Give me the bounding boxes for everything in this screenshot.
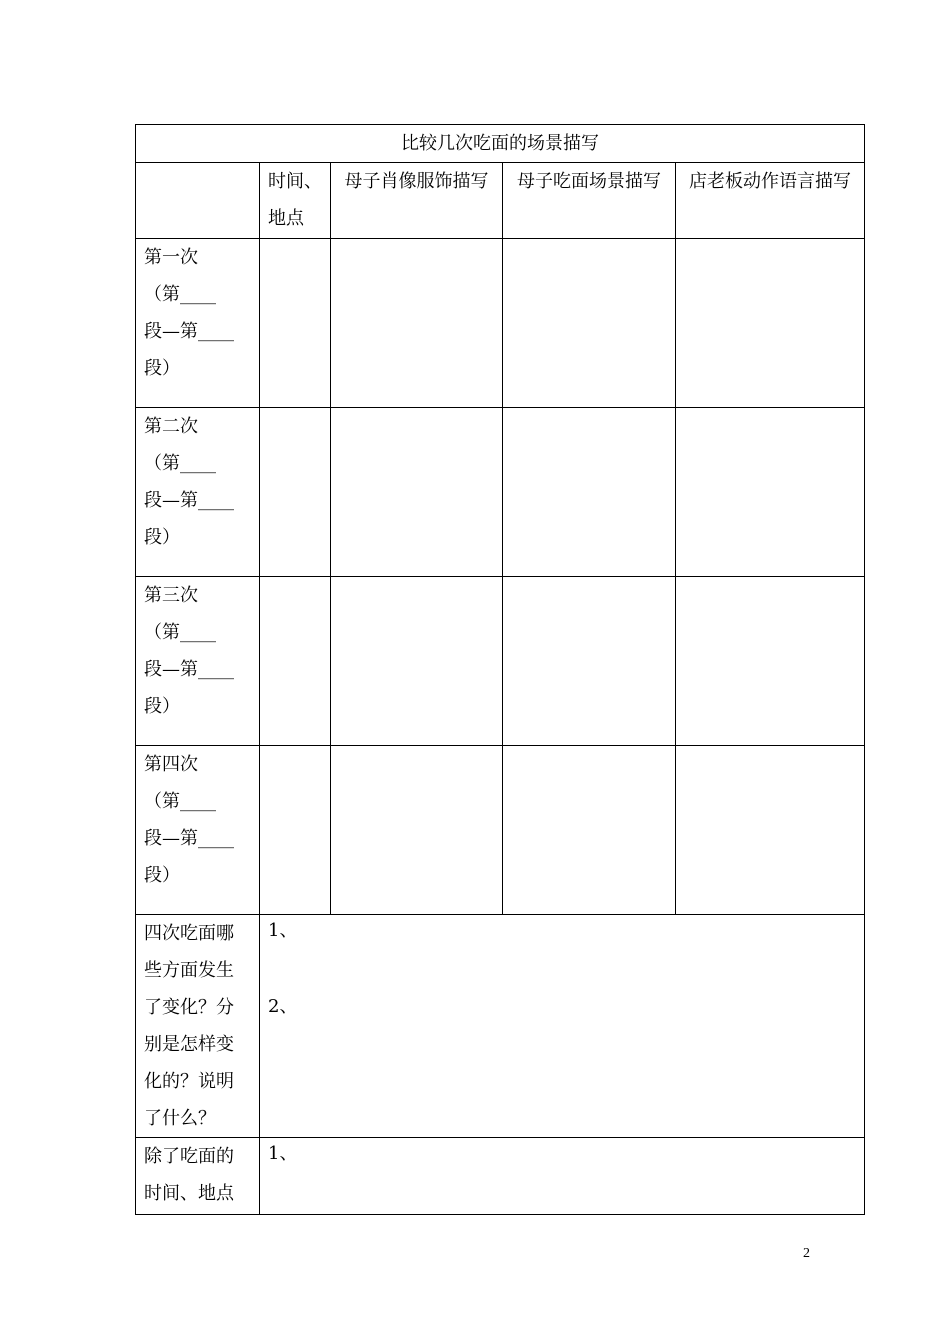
answer-number: 1、: [268, 1143, 298, 1164]
table-row: [136, 408, 865, 577]
table-row: [136, 746, 865, 915]
answer-cell[interactable]: [503, 577, 676, 746]
paragraph-end-blank: 段—第____: [144, 659, 234, 680]
comparison-table: [135, 124, 865, 1215]
answer-cell[interactable]: [503, 746, 676, 915]
answer-cell[interactable]: [331, 577, 503, 746]
paragraph-end-blank: 段—第____: [144, 828, 234, 849]
header-time-place: 时间、地点: [260, 163, 331, 239]
answer-cell[interactable]: [676, 746, 865, 915]
table-title: 比较几次吃面的场景描写: [136, 125, 865, 163]
question-label: 除了吃面的时间、地点: [136, 1138, 260, 1215]
answer-number: 1、: [268, 920, 298, 941]
round-label: [136, 239, 260, 408]
answer-cell[interactable]: [503, 408, 676, 577]
answer-cell[interactable]: [503, 239, 676, 408]
round-label: [136, 577, 260, 746]
answer-cell[interactable]: [260, 239, 331, 408]
answer-number: 2、: [268, 996, 298, 1017]
question-row: [136, 1138, 865, 1215]
paragraph-start-blank: （第____: [144, 284, 216, 305]
round-name: 第二次: [144, 416, 198, 437]
paragraph-close: 段）: [144, 358, 180, 379]
round-label: [136, 746, 260, 915]
paragraph-start-blank: （第____: [144, 791, 216, 812]
header-portrait: 母子肖像服饰描写: [331, 163, 503, 239]
answer-cell[interactable]: [676, 408, 865, 577]
header-empty: [136, 163, 260, 239]
round-name: 第四次: [144, 754, 198, 775]
answer-cell[interactable]: [676, 239, 865, 408]
answer-cell[interactable]: [331, 408, 503, 577]
answer-cell[interactable]: [331, 746, 503, 915]
table-row: [136, 239, 865, 408]
page-number: 2: [803, 1246, 810, 1261]
answer-cell[interactable]: [260, 577, 331, 746]
header-eating-scene: 母子吃面场景描写: [503, 163, 676, 239]
header-owner-actions: 店老板动作语言描写: [676, 163, 865, 239]
question-row: [136, 915, 865, 1138]
paragraph-end-blank: 段—第____: [144, 490, 234, 511]
question-answer-area[interactable]: [260, 915, 865, 1138]
paragraph-close: 段）: [144, 527, 180, 548]
paragraph-start-blank: （第____: [144, 453, 216, 474]
round-label: [136, 408, 260, 577]
table-row: [136, 577, 865, 746]
answer-cell[interactable]: [260, 408, 331, 577]
round-name: 第一次: [144, 247, 198, 268]
paragraph-close: 段）: [144, 865, 180, 886]
paragraph-close: 段）: [144, 696, 180, 717]
question-label: 四次吃面哪些方面发生了变化？分别是怎样变化的？说明了什么？: [136, 915, 260, 1138]
paragraph-end-blank: 段—第____: [144, 321, 234, 342]
answer-cell[interactable]: [331, 239, 503, 408]
answer-cell[interactable]: [260, 746, 331, 915]
question-answer-area[interactable]: [260, 1138, 865, 1215]
round-name: 第三次: [144, 585, 198, 606]
answer-cell[interactable]: [676, 577, 865, 746]
paragraph-start-blank: （第____: [144, 622, 216, 643]
